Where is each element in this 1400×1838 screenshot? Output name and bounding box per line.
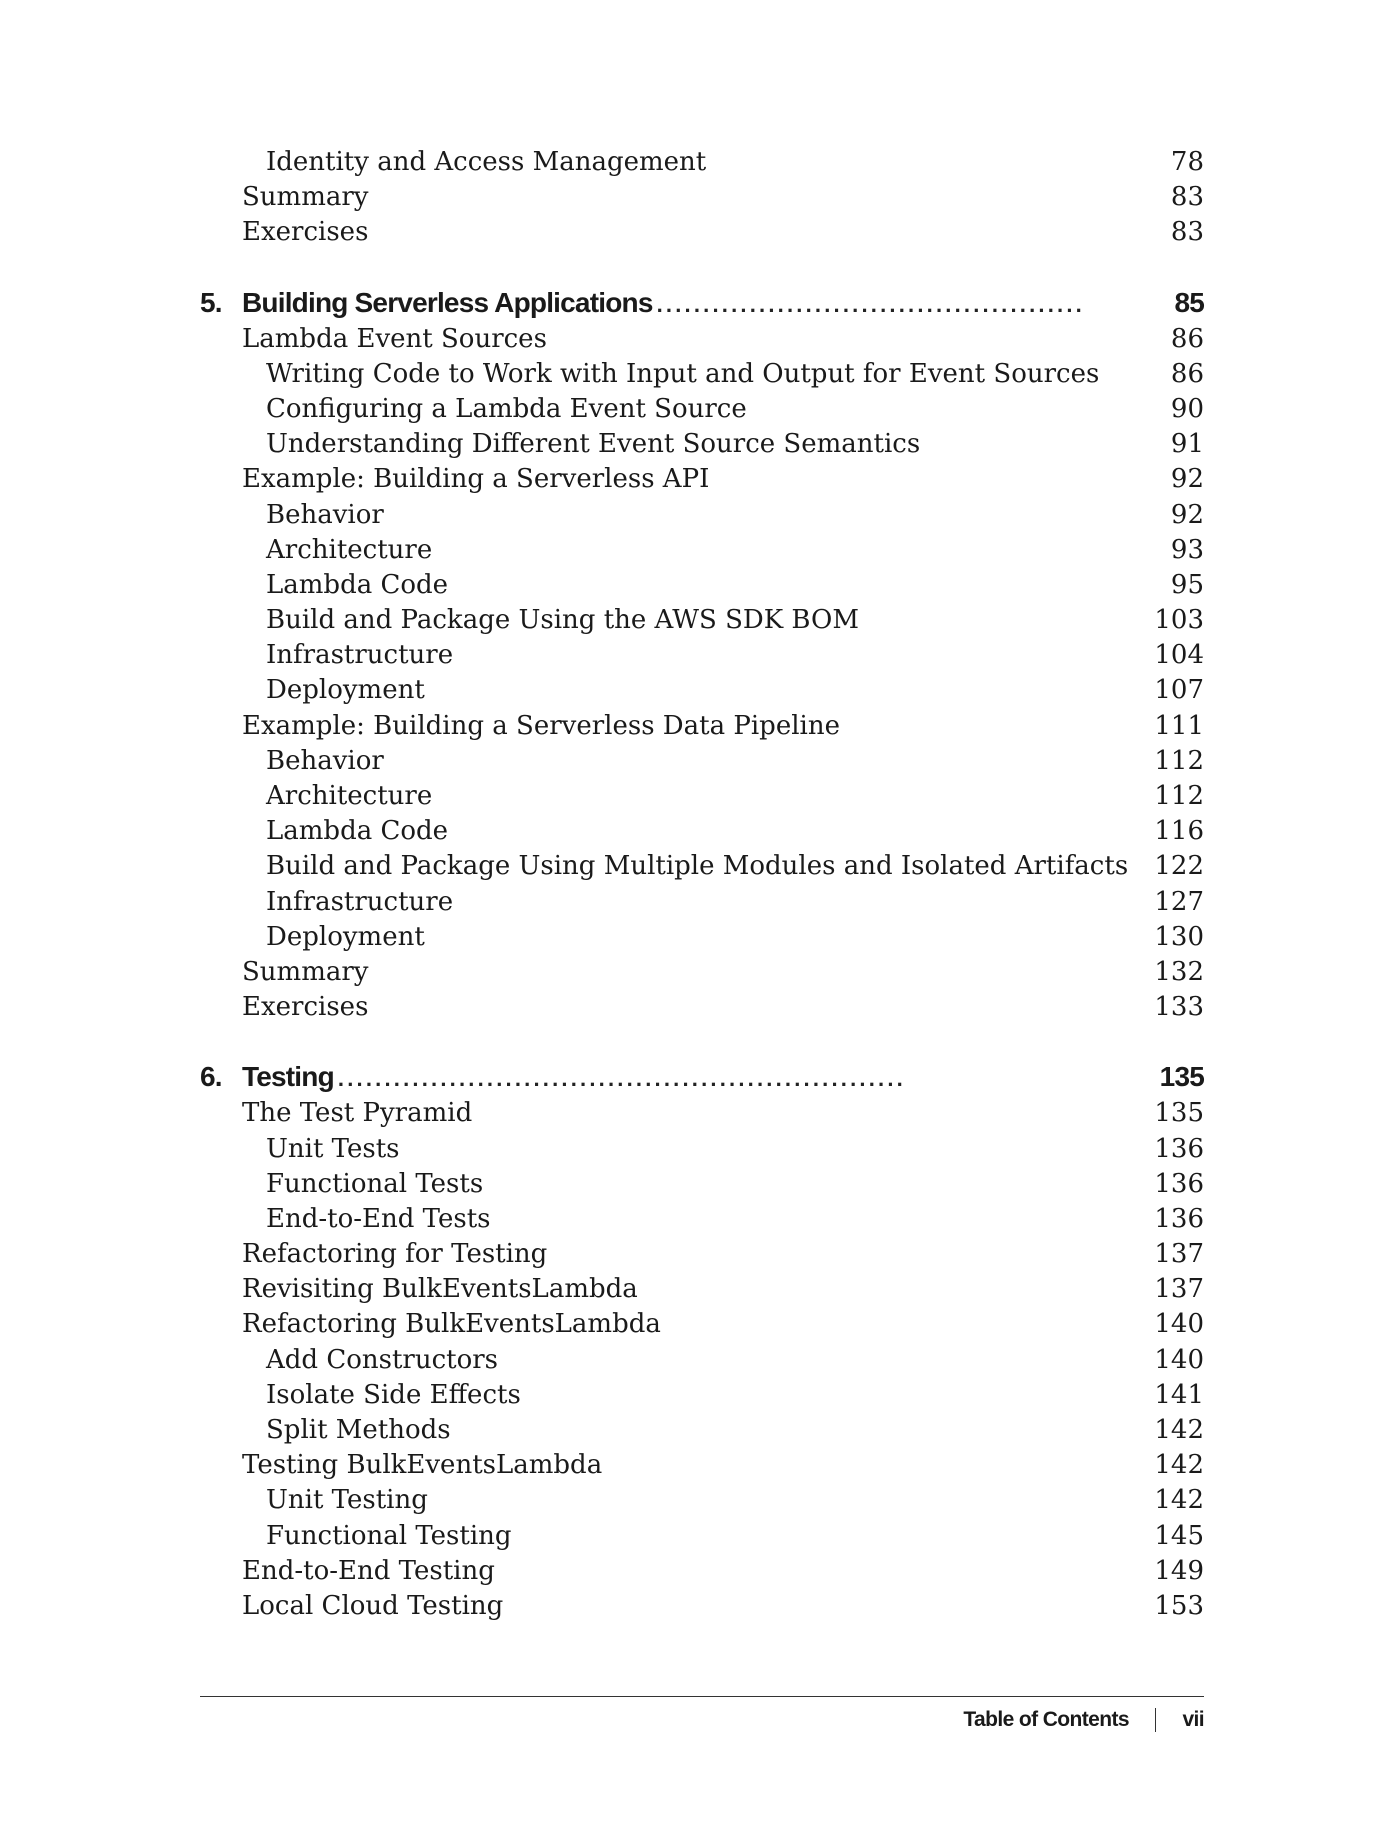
- toc-entry[interactable]: [200, 885, 1204, 920]
- toc-entry-page-number: 83: [1170, 217, 1204, 248]
- chapter-title: Testing: [242, 1061, 334, 1093]
- toc-entry-title: End-to-End Tests: [266, 1203, 491, 1234]
- toc-entry-title: Architecture: [266, 781, 433, 811]
- toc-entry-title: Isolate Side Effects: [266, 1379, 521, 1410]
- toc-entry-page-number: 137: [1154, 1274, 1204, 1305]
- toc-entry-page-number: 111: [1154, 710, 1204, 741]
- toc-entry-page-number: 136: [1154, 1168, 1204, 1199]
- toc-entry-title: Refactoring BulkEventsLambda: [242, 1309, 661, 1340]
- toc-entry-title: Testing BulkEventsLambda: [242, 1450, 603, 1481]
- toc-entry-title: Functional Testing: [266, 1520, 512, 1551]
- toc-entry[interactable]: [200, 744, 1204, 779]
- toc-entry-page-number: 142: [1154, 1450, 1204, 1481]
- toc-entry-title: Add Constructors: [266, 1344, 499, 1375]
- toc-entry[interactable]: [200, 779, 1204, 814]
- toc-entry[interactable]: [200, 1237, 1204, 1272]
- toc-entry-page-number: 83: [1170, 182, 1204, 213]
- toc-entry-page-number: 112: [1154, 745, 1204, 776]
- toc-entry[interactable]: [200, 533, 1204, 568]
- toc-entry-page-number: 149: [1154, 1555, 1204, 1586]
- toc-entry[interactable]: [200, 990, 1204, 1025]
- toc-entry-title: Behavior: [266, 499, 384, 530]
- toc-entry-title: Build and Package Using the AWS SDK BOM: [266, 605, 859, 636]
- page-footer: [963, 1708, 1204, 1732]
- toc-entry[interactable]: [200, 180, 1204, 215]
- toc-entry[interactable]: [200, 215, 1204, 250]
- toc-entry[interactable]: [200, 357, 1204, 392]
- toc-entry[interactable]: [200, 638, 1204, 673]
- footer-page-number: vii: [1182, 1708, 1204, 1731]
- toc-entry-page-number: 91: [1170, 429, 1204, 460]
- table-of-contents: [200, 145, 1204, 1624]
- toc-entry-page-number: 142: [1154, 1415, 1204, 1445]
- toc-entry-title: Infrastructure: [266, 640, 454, 671]
- section-gap: [200, 1025, 1204, 1058]
- toc-entry-page-number: 132: [1154, 956, 1204, 987]
- toc-entry-page-number: 104: [1154, 640, 1204, 671]
- toc-entry[interactable]: [200, 849, 1204, 884]
- toc-entry-title: Exercises: [242, 992, 369, 1023]
- toc-entry[interactable]: [200, 1483, 1204, 1518]
- toc-entry-title: Lambda Code: [266, 569, 449, 600]
- toc-entry-title: Lambda Code: [266, 816, 449, 847]
- toc-entry-title: Revisiting BulkEventsLambda: [242, 1274, 638, 1305]
- toc-entry-page-number: 107: [1154, 675, 1204, 706]
- toc-entry-title: Functional Tests: [266, 1168, 484, 1199]
- toc-entry-page-number: 93: [1170, 534, 1204, 565]
- toc-entry-title: Example: Building a Serverless API: [242, 464, 710, 495]
- chapter-6-entries: [200, 1096, 1204, 1624]
- toc-entry[interactable]: [200, 392, 1204, 427]
- chapter-number: 5.: [200, 286, 222, 318]
- toc-entry-page-number: 122: [1154, 851, 1204, 882]
- toc-entry-title: Build and Package Using Multiple Modules and Isolated Artifacts: [266, 851, 1129, 882]
- toc-entry-title: Exercises: [242, 217, 369, 248]
- toc-entry-page-number: 145: [1154, 1520, 1204, 1551]
- toc-entry[interactable]: [200, 1343, 1204, 1378]
- chapter-title: Building Serverless Applications: [242, 286, 653, 318]
- toc-entry-title: End-to-End Testing: [242, 1555, 495, 1586]
- toc-entry-title: Writing Code to Work with Input and Output for Event Sources: [266, 358, 1100, 389]
- toc-entry-title: Deployment: [266, 675, 425, 706]
- toc-entry-page-number: 103: [1154, 605, 1204, 636]
- toc-entry-title: Local Cloud Testing: [242, 1590, 504, 1621]
- toc-entry[interactable]: [200, 1167, 1204, 1202]
- toc-entry-page-number: 78: [1170, 147, 1204, 177]
- toc-entry[interactable]: [200, 322, 1204, 357]
- toc-entry[interactable]: [200, 462, 1204, 497]
- toc-entry-page-number: 140: [1154, 1344, 1204, 1375]
- toc-entry-title: Configuring a Lambda Event Source: [266, 393, 747, 424]
- chapter-page-number: 135: [1159, 1061, 1204, 1093]
- toc-entry[interactable]: [200, 1307, 1204, 1342]
- toc-entry-title: Lambda Event Sources: [242, 323, 547, 354]
- toc-entry-page-number: 137: [1154, 1239, 1204, 1270]
- toc-entry[interactable]: [200, 1272, 1204, 1307]
- toc-entry[interactable]: [200, 1519, 1204, 1554]
- section-gap: [200, 251, 1204, 284]
- toc-entry[interactable]: [200, 568, 1204, 603]
- chapter-6-heading[interactable]: [200, 1058, 1204, 1096]
- toc-entry[interactable]: [200, 814, 1204, 849]
- toc-entry-title: Understanding Different Event Source Semantics: [266, 429, 921, 460]
- toc-entry-page-number: 95: [1170, 569, 1204, 600]
- toc-entry-page-number: 92: [1170, 464, 1204, 495]
- toc-entry[interactable]: [200, 1589, 1204, 1624]
- toc-entry-page-number: 112: [1154, 781, 1204, 811]
- footer-separator: [1155, 1708, 1157, 1732]
- toc-entry-page-number: 140: [1154, 1309, 1204, 1340]
- toc-entry[interactable]: [200, 1448, 1204, 1483]
- toc-entry[interactable]: [200, 603, 1204, 638]
- toc-entry-page-number: 86: [1170, 323, 1204, 354]
- toc-entry-title: Behavior: [266, 745, 384, 776]
- chapter-5-heading[interactable]: [200, 284, 1204, 322]
- chapter-number: 6.: [200, 1061, 222, 1093]
- toc-entry-title: Summary: [242, 182, 369, 213]
- toc-entry-title: Unit Tests: [266, 1133, 400, 1164]
- toc-entry-title: Deployment: [266, 921, 425, 952]
- toc-entry-page-number: 136: [1154, 1203, 1204, 1234]
- toc-entry-page-number: 136: [1154, 1133, 1204, 1164]
- toc-entry[interactable]: [200, 1413, 1204, 1448]
- toc-entry[interactable]: [200, 920, 1204, 955]
- toc-entry-page-number: 135: [1154, 1098, 1204, 1129]
- toc-entry[interactable]: [200, 709, 1204, 744]
- toc-entry[interactable]: [200, 955, 1204, 990]
- toc-entry-title: The Test Pyramid: [242, 1098, 473, 1129]
- toc-entry-page-number: 86: [1170, 358, 1204, 389]
- toc-entry[interactable]: [200, 498, 1204, 533]
- toc-entry-page-number: 142: [1154, 1485, 1204, 1516]
- toc-continued-entries: [200, 145, 1204, 251]
- chapter-5-entries: [200, 322, 1204, 1026]
- toc-entry-title: Refactoring for Testing: [242, 1239, 548, 1270]
- toc-entry-page-number: 133: [1154, 992, 1204, 1023]
- toc-entry[interactable]: [200, 1202, 1204, 1237]
- toc-entry[interactable]: [200, 427, 1204, 462]
- toc-entry-page-number: 141: [1154, 1379, 1204, 1410]
- footer-divider: [200, 1696, 1204, 1697]
- toc-entry-page-number: 153: [1154, 1590, 1204, 1621]
- dot-leader: ..............................................: [656, 291, 1085, 317]
- toc-entry-title: Architecture: [266, 534, 433, 565]
- toc-entry[interactable]: [200, 1132, 1204, 1167]
- footer-section-label: Table of Contents: [963, 1708, 1129, 1731]
- toc-entry[interactable]: [200, 1096, 1204, 1131]
- toc-entry-page-number: 116: [1154, 816, 1204, 847]
- toc-entry[interactable]: [200, 145, 1204, 180]
- toc-entry-title: Split Methods: [266, 1415, 451, 1445]
- chapter-page-number: 85: [1174, 286, 1204, 318]
- toc-entry-title: Example: Building a Serverless Data Pipeline: [242, 710, 840, 741]
- toc-entry-title: Infrastructure: [266, 886, 454, 917]
- toc-entry[interactable]: [200, 1378, 1204, 1413]
- toc-entry-title: Identity and Access Management: [266, 147, 707, 177]
- toc-entry-page-number: 92: [1170, 499, 1204, 530]
- toc-entry-page-number: 127: [1154, 886, 1204, 917]
- toc-entry[interactable]: [200, 1554, 1204, 1589]
- toc-entry-page-number: 90: [1170, 393, 1204, 424]
- dot-leader: .............................................................: [337, 1066, 906, 1092]
- toc-entry-title: Summary: [242, 956, 369, 987]
- toc-entry[interactable]: [200, 673, 1204, 708]
- toc-entry-title: Unit Testing: [266, 1485, 428, 1516]
- toc-entry-page-number: 130: [1154, 921, 1204, 952]
